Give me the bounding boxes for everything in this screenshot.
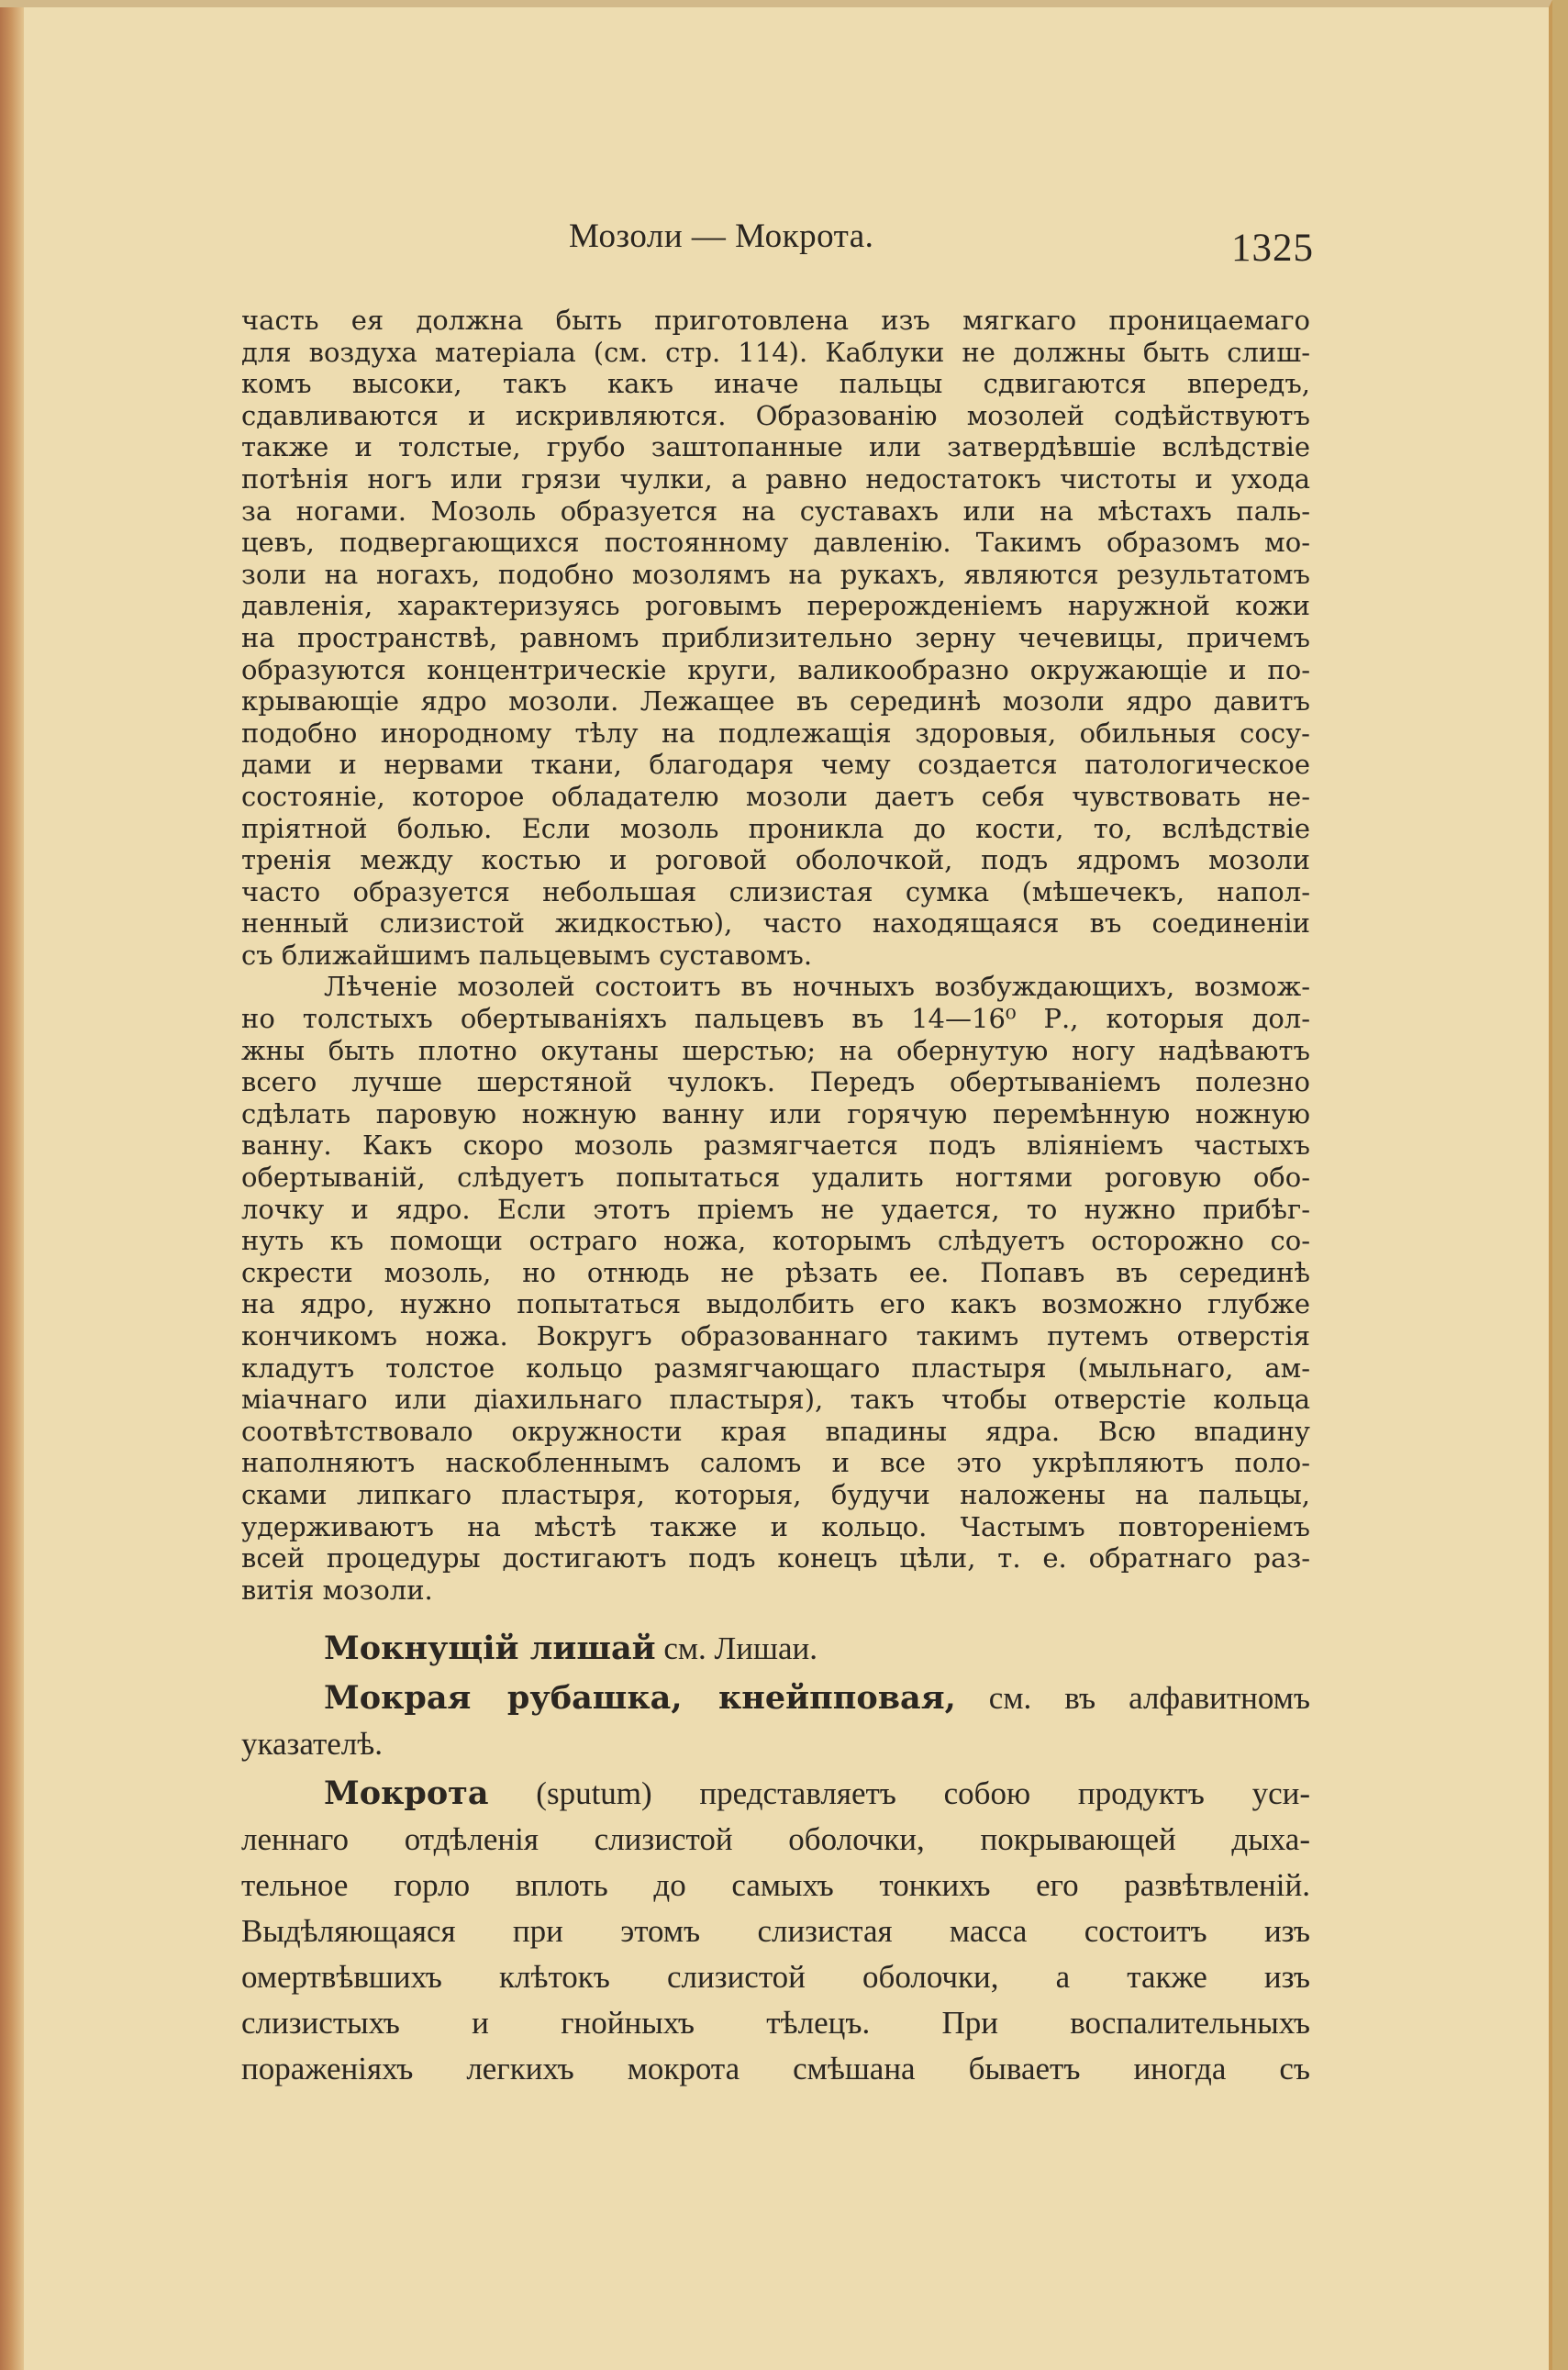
text-line: міачнаго или діахильнаго пластыря), такъ чтобы отверстіе кольца [241, 1384, 1310, 1416]
entry-text: (sputum) представляетъ собою продуктъ уси- [488, 1775, 1310, 1812]
paragraph-treatment [241, 971, 1310, 1606]
text-line: сдѣлать паровую ножную ванну или горячую перемѣнную ножную [241, 1097, 1310, 1129]
page-spine-edge [0, 7, 24, 2370]
text-line: за ногами. Мозоль образуется на суставахъ или на мѣстахъ паль- [241, 495, 1310, 527]
text-line: но толстыхъ обертываніяхъ пальцевъ въ 14—16⁰ Р., которыя дол- [241, 1003, 1310, 1035]
text-line: нуть къ помощи остраго ножа, которымъ слѣдуетъ осторожно со- [241, 1225, 1310, 1257]
entry-term: Мокрота [324, 1775, 489, 1813]
text-line: образуются концентрическіе круги, валикообразно окружающіе и по- [241, 653, 1310, 685]
page-number: 1325 [1231, 227, 1314, 270]
entry-moknushchiy-lishay [241, 1626, 1310, 1672]
text-body [241, 305, 1310, 2092]
text-line [241, 1626, 1310, 1672]
text-line: ненный слизистой жидкостью), часто находящаяся въ соединеніи [241, 907, 1310, 940]
text-line: витія мозоли. [241, 1574, 433, 1606]
text-line: пріятной болью. Если мозоль проникла до кости, то, вслѣдствіе [241, 812, 1310, 844]
text-line: для воздуха матеріала (см. стр. 114). Каблуки не должны быть слиш- [241, 336, 1310, 368]
text-line: также и толстые, грубо заштопанные или затвердѣвшіе вслѣдствіе [241, 431, 1310, 463]
text-line: сками липкаго пластыря, которыя, будучи наложены на пальцы, [241, 1478, 1310, 1510]
entry-term: Мокнущій лишай [324, 1630, 656, 1668]
text-line: пораженіяхъ легкихъ мокрота смѣшана бываетъ иногда съ [241, 2051, 1310, 2087]
entry-text: см. Лишаи. [655, 1630, 817, 1667]
text-line: кончикомъ ножа. Вокругъ образованнаго такимъ путемъ отверстія [241, 1320, 1310, 1352]
text-line: сдавливаются и искривляются. Образованію мозолей содѣйствуютъ [241, 399, 1310, 431]
text-line: цевъ, подвергающихся постоянному давленію. Такимъ образомъ мо- [241, 527, 1310, 559]
text-line: Лѣченіе мозолей состоитъ въ ночныхъ возбуждающихъ, возмож- [324, 971, 1310, 1003]
text-line: скрести мозоль, но отнюдь не рѣзать ее. Попавъ въ серединѣ [241, 1256, 1310, 1288]
text-line: золи на ногахъ, подобно мозолямъ на рукахъ, являются результатомъ [241, 558, 1310, 590]
text-line [241, 1771, 1310, 1817]
text-line: съ ближайшимъ пальцевымъ суставомъ. [241, 939, 813, 971]
text-line: соотвѣтствовало окружности края впадины ядра. Всю впадину [241, 1415, 1310, 1447]
text-line: на пространствѣ, равномъ приблизительно зерну чечевицы, причемъ [241, 621, 1310, 653]
text-line: часто образуется небольшая слизистая сумка (мѣшечекъ, напол- [241, 875, 1310, 907]
text-line: омертвѣвшихъ клѣтокъ слизистой оболочки, а также изъ [241, 1959, 1310, 1996]
text-line [241, 1675, 1310, 1721]
text-line: слизистыхъ и гнойныхъ тѣлецъ. При воспалительныхъ [241, 2005, 1310, 2042]
text-line: кладутъ толстое кольцо размягчающаго пластыря (мыльнаго, ам- [241, 1352, 1310, 1384]
text-line: крывающіе ядро мозоли. Лежащее въ серединѣ мозоли ядро давитъ [241, 685, 1310, 718]
running-title: Мозоли — Мокрота. [569, 217, 874, 255]
text-line: тельное горло вплоть до самыхъ тонкихъ его развѣтвленій. [241, 1867, 1310, 1904]
text-line: всей процедуры достигаютъ подъ конецъ цѣли, т. е. обратнаго раз- [241, 1542, 1310, 1574]
text-line: давленія, характеризуясь роговымъ перерожденіемъ наружной кожи [241, 590, 1310, 622]
text-line: на ядро, нужно попытаться выдолбить его какъ возможно глубже [241, 1288, 1310, 1320]
text-line: ванну. Какъ скоро мозоль размягчается подъ вліяніемъ частыхъ [241, 1129, 1310, 1162]
text-line: комъ высоки, такъ какъ иначе пальцы сдвигаются впередъ, [241, 368, 1310, 400]
text-line: часть ея должна быть приготовлена изъ мягкаго проницаемаго [241, 305, 1310, 336]
entry-mokrota [241, 1771, 1310, 2092]
text-line: жны быть плотно окутаны шерстью; на обернутую ногу надѣваютъ [241, 1034, 1310, 1066]
text-line: подобно инородному тѣлу на подлежащія здоровыя, обильныя сосу- [241, 717, 1310, 749]
text-line: потѣнія ногъ или грязи чулки, а равно недостатокъ чистоты и ухода [241, 462, 1310, 495]
text-line: дами и нервами ткани, благодаря чему создается патологическое [241, 749, 1310, 781]
text-line: лочку и ядро. Если этотъ пріемъ не удается, то нужно прибѣг- [241, 1193, 1310, 1225]
text-line: обертываній, слѣдуетъ попытаться удалить ногтями роговую обо- [241, 1162, 1310, 1194]
text-line: удерживаютъ на мѣстѣ также и кольцо. Частымъ повтореніемъ [241, 1510, 1310, 1542]
entry-term: Мокрая рубашка, кнейпповая, [324, 1679, 956, 1718]
text-line: тренія между костью и роговой оболочкой, подъ ядромъ мозоли [241, 844, 1310, 876]
text-line: указателѣ. [241, 1726, 384, 1763]
paragraph-corns [241, 305, 1310, 971]
entry-mokraya-rubashka [241, 1675, 1310, 1767]
text-line: всего лучше шерстяной чулокъ. Передъ обертываніемъ полезно [241, 1066, 1310, 1098]
text-line: состояніе, которое обладателю мозоли даетъ себя чувствовать не- [241, 780, 1310, 812]
entry-text: см. въ алфавитномъ [955, 1680, 1310, 1717]
text-line: Выдѣляющаяся при этомъ слизистая масса состоитъ изъ [241, 1913, 1310, 1950]
text-line: наполняютъ наскобленнымъ саломъ и все это укрѣпляютъ поло- [241, 1447, 1310, 1479]
text-line: леннаго отдѣленія слизистой оболочки, покрывающей дыха- [241, 1821, 1310, 1858]
